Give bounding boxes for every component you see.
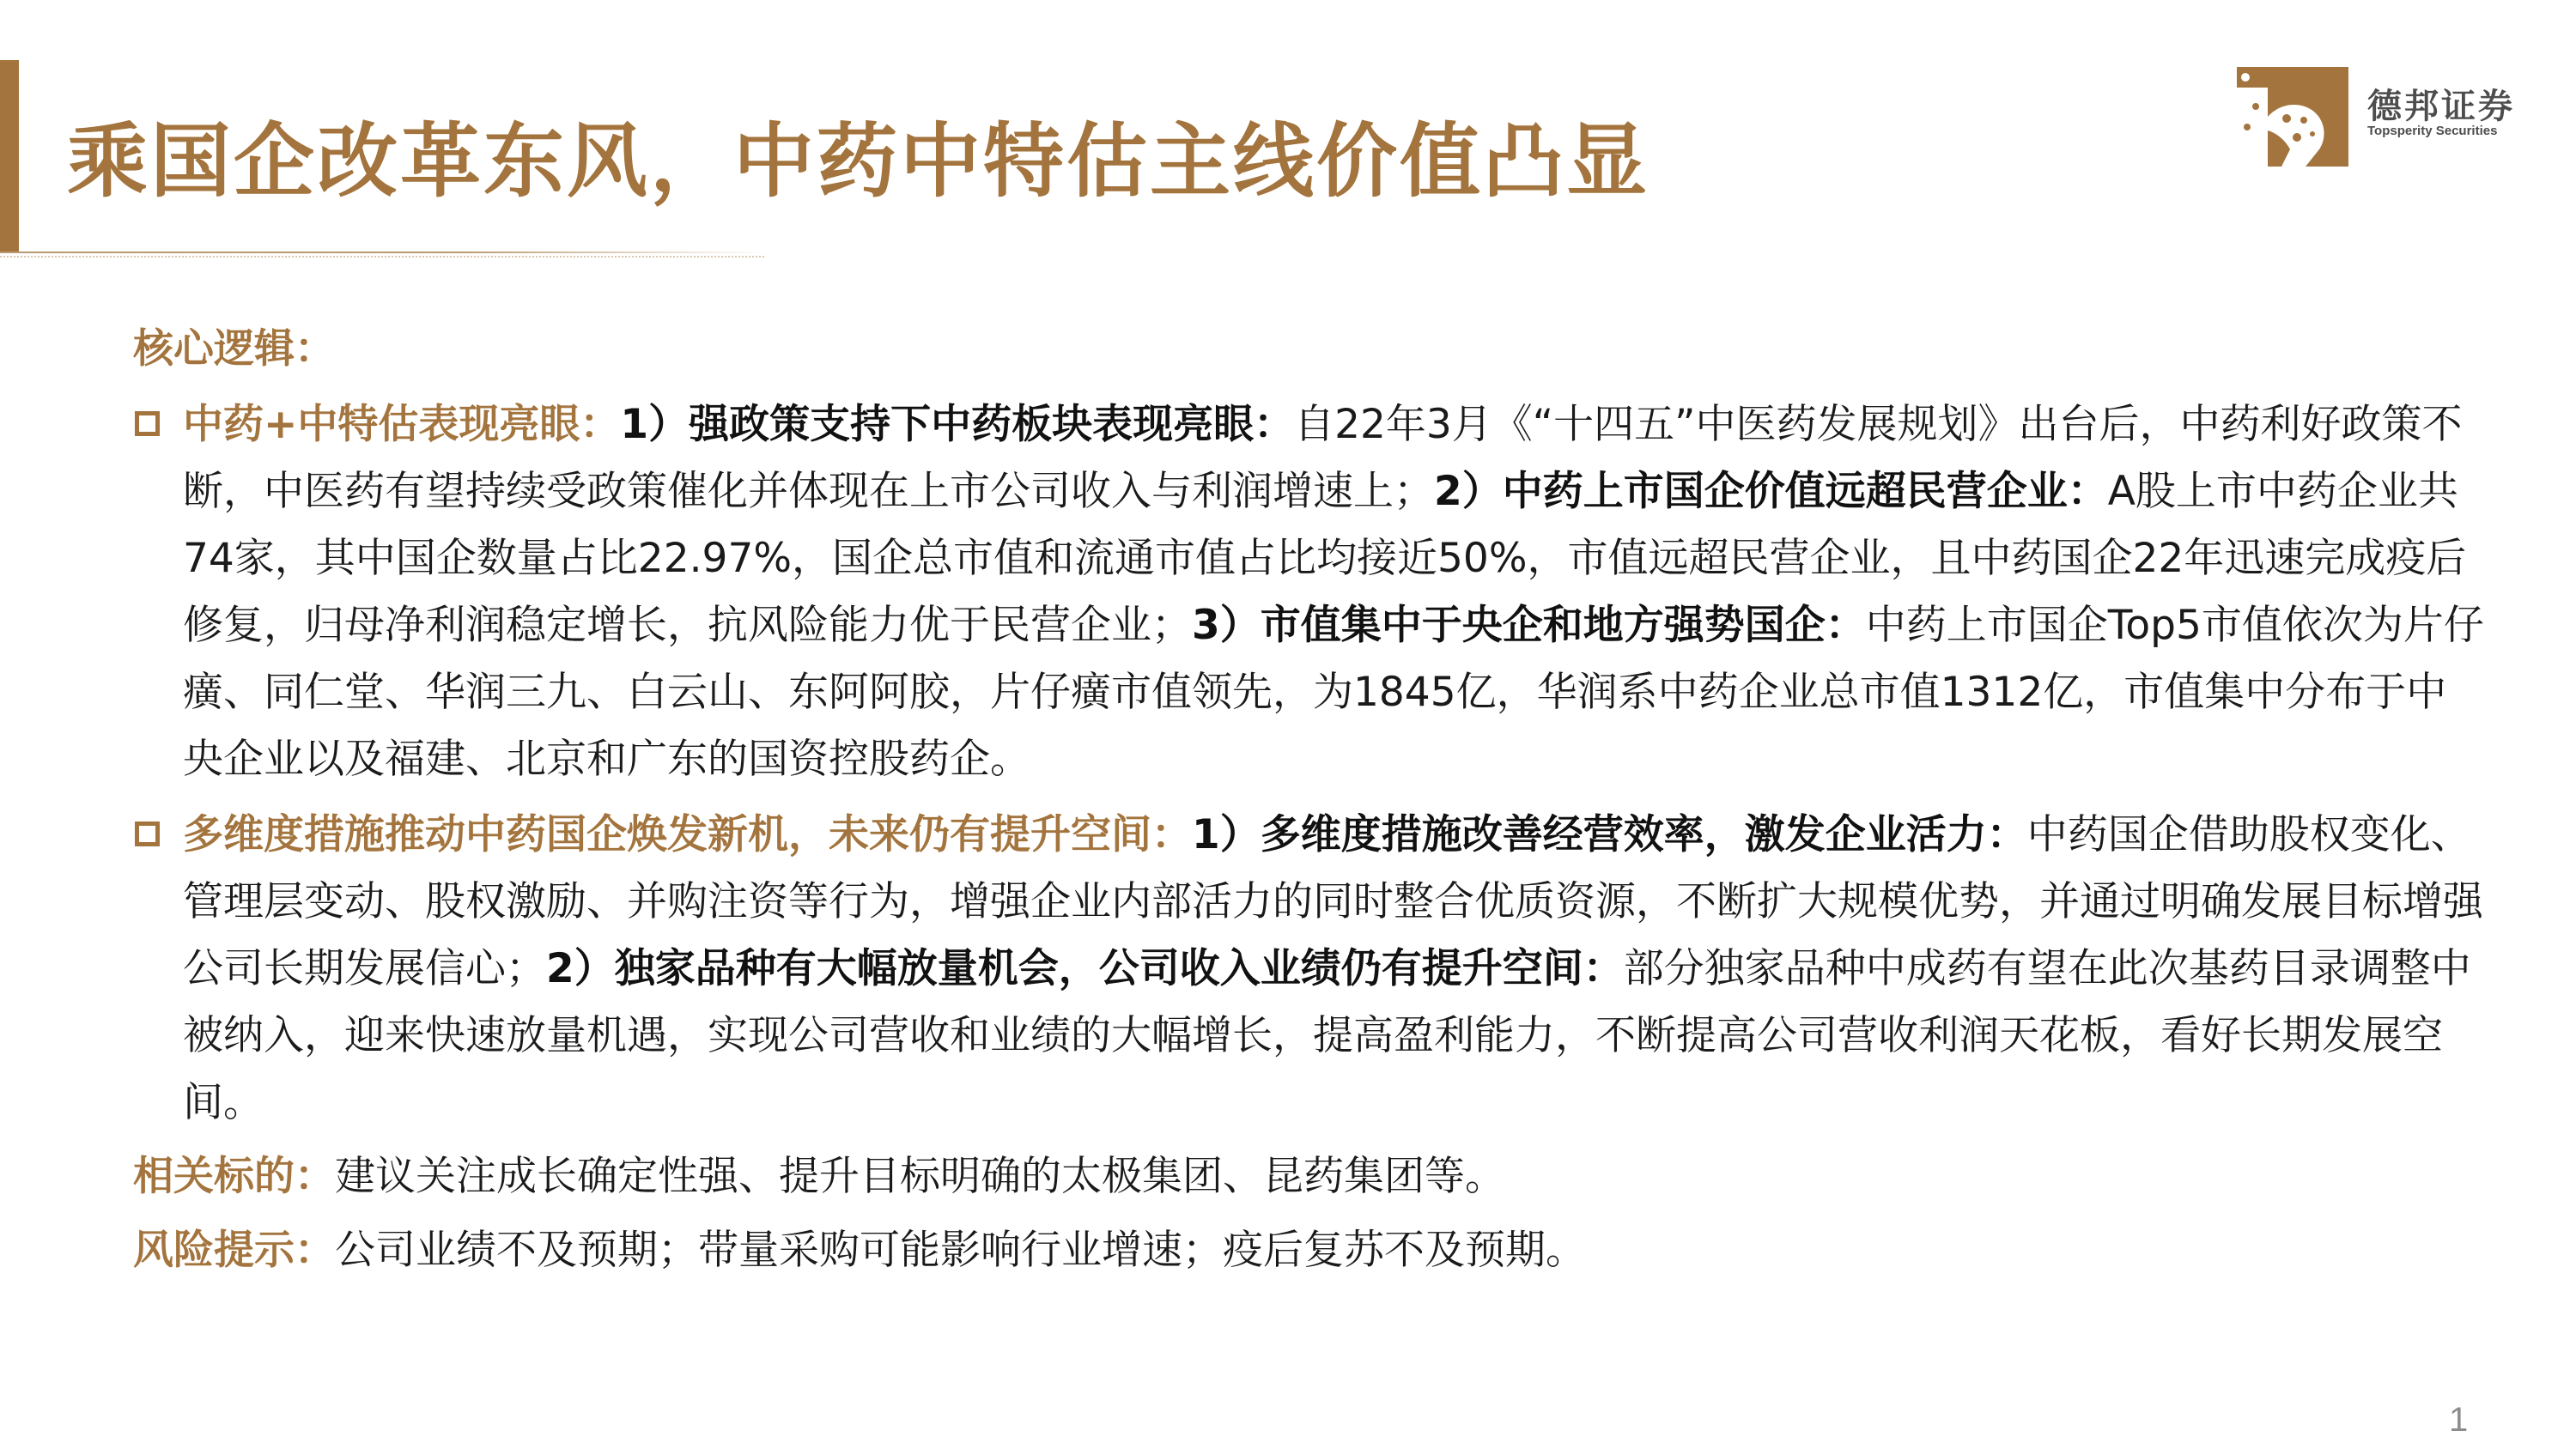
risk-warning — [133, 1217, 2486, 1284]
slide-content — [133, 316, 2486, 1284]
risk-warning-label: 风险提示： — [133, 1227, 335, 1274]
core-logic-heading: 核心逻辑： — [133, 325, 335, 373]
related-targets — [133, 1143, 2486, 1210]
bullet-point-text: 中药国企借助股权变化、管理层变动、股权激励、并购注资等行为，增强企业内部活力的同时整合优质资源，不断扩大规模优势，并通过明确发展目标增强公司长期发展信心； — [183, 811, 2483, 992]
bullet-point-bold: 2）中药上市国企价值远超民营企业： — [1434, 468, 2108, 515]
page-number: 1 — [2449, 1401, 2469, 1439]
square-bullet-icon — [135, 411, 160, 436]
bullet-point-text: A股上市中药企业共74家，其中国企数量占比22.97%，国企总市值和流通市值占比均接近50%，市值远超民营企业，且中药国企22年迅速完成疫后修复，归母净利润稳定增长，抗风险能力优于民营企业； — [183, 468, 2467, 649]
risk-warning-text: 公司业绩不及预期；带量采购可能影响行业增速；疫后复苏不及预期。 — [335, 1227, 1586, 1274]
bullet-point-bold: 3）市值集中于央企和地方强势国企： — [1192, 602, 1866, 649]
bullet-lead: 多维度措施推动中药国企焕发新机，未来仍有提升空间： — [183, 811, 1192, 858]
related-targets-text: 建议关注成长确定性强、提升目标明确的太极集团、昆药集团等。 — [335, 1153, 1505, 1200]
title-divider — [0, 252, 764, 253]
bullet-point-bold: 1）多维度措施改善经营效率，激发企业活力： — [1192, 811, 2027, 858]
bullet-point-bold: 2）独家品种有大幅放量机会，公司收入业绩仍有提升空间： — [546, 945, 1624, 992]
bullet-point-text: 部分独家品种中成药有望在此次基药目录调整中被纳入，迎来快速放量机遇，实现公司营收和业绩的大幅增长，提高盈利能力，不断提高公司营收利润天花板，看好长期发展空间。 — [183, 945, 2471, 1126]
square-bullet-icon — [135, 822, 160, 846]
page-title: 乘国企改革东风，中药中特估主线价值凸显 — [67, 115, 1650, 209]
logo-name-en: Topsperity Securities — [2367, 124, 2498, 138]
logo-name-cn: 德邦证券 — [2367, 87, 2515, 126]
title-divider-dotted — [0, 256, 764, 258]
company-logo — [2237, 67, 2529, 170]
bullet-item — [133, 391, 2486, 793]
title-accent-bar — [0, 60, 19, 253]
bullet-point-text: 中药上市国企Top5市值依次为片仔癀、同仁堂、华润三九、白云山、东阿阿胶，片仔癀市值领先，为1845亿，华润系中药企业总市值1312亿，市值集中分布于中央企业以及福建、北京和广东的国资控股药企。 — [183, 602, 2484, 783]
bullet-point-text: 自22年3月《“十四五”中医药发展规划》出台后，中药利好政策不断，中医药有望持续受政策催化并体现在上市公司收入与利润增速上； — [183, 401, 2463, 515]
bullet-point-bold: 1）强政策支持下中药板块表现亮眼： — [620, 401, 1295, 448]
leopard-logo-icon — [2237, 67, 2348, 167]
related-targets-label: 相关标的： — [133, 1153, 335, 1200]
bullet-lead: 中药+中特估表现亮眼： — [183, 401, 621, 448]
bullet-item — [133, 802, 2486, 1137]
